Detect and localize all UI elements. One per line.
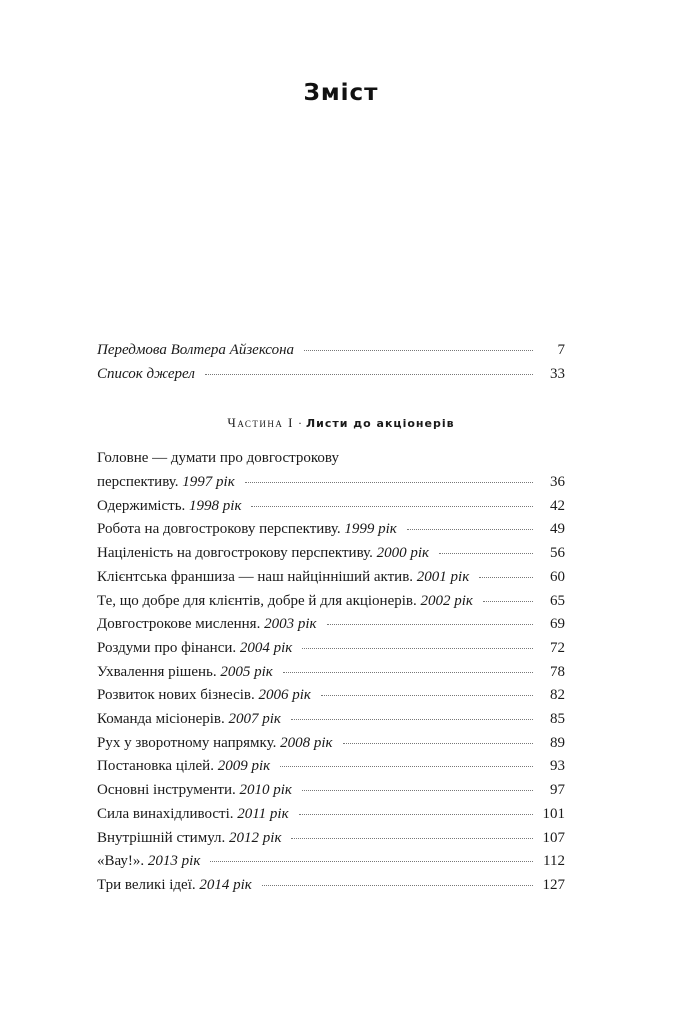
toc-entry-title-text: Три великі ідеї. — [97, 877, 196, 893]
toc-entry-year: 2010 рік — [239, 782, 292, 798]
toc-entry[interactable] — [97, 614, 565, 634]
toc-entry-page: 36 — [550, 474, 565, 490]
toc-entry-page: 56 — [550, 545, 565, 561]
dot-leader — [283, 672, 533, 673]
dot-leader — [291, 719, 533, 720]
toc-entry-year: 2013 рік — [147, 853, 201, 869]
page-title: Зміст — [303, 80, 379, 106]
toc-entry-sources[interactable] — [97, 364, 565, 384]
toc-entry-title — [97, 685, 311, 705]
toc-entry-title — [97, 591, 473, 611]
toc-entry-title — [97, 828, 281, 848]
toc-entry-page: 127 — [542, 877, 565, 893]
part-separator: · — [297, 416, 302, 430]
dot-leader — [343, 743, 533, 744]
toc-entry-title — [97, 472, 235, 492]
toc-entry-title-text: Внутрішній стимул. — [97, 830, 226, 846]
dot-leader — [302, 648, 533, 649]
toc-entry-year: 2006 рік — [258, 687, 311, 703]
toc-entry[interactable] — [97, 591, 565, 611]
toc-entry-title — [97, 662, 273, 682]
toc-entry-year: 2008 рік — [280, 735, 333, 751]
toc-entry-title-text: Роздуми про фінанси. — [97, 640, 237, 656]
dot-leader — [483, 601, 533, 602]
toc-entry-page: 93 — [550, 758, 565, 774]
toc-entry-page: 49 — [550, 521, 565, 537]
part-name: Листи до акціонерів — [305, 417, 455, 430]
dot-leader — [302, 790, 533, 791]
toc-entry-page: 42 — [550, 498, 565, 514]
toc-entry-year: 1997 рік — [182, 474, 235, 490]
toc-entry[interactable] — [97, 543, 565, 563]
toc-entry-title-text: Постановка цілей. — [97, 758, 214, 774]
toc-entry-title — [97, 709, 281, 729]
toc-entry[interactable] — [97, 685, 565, 705]
toc-entry-year: 2001 рік — [416, 569, 470, 585]
toc-entry[interactable] — [97, 756, 565, 776]
dot-leader — [479, 577, 533, 578]
toc-entry-year: 2003 рік — [264, 616, 317, 632]
toc-entry-line1: Головне — думати про довгострокову — [97, 450, 339, 466]
toc-entry-year: 2012 рік — [229, 830, 282, 846]
toc-entry-title: Передмова Волтера Айзексона — [97, 342, 295, 358]
toc-entry-year: 2011 рік — [237, 806, 289, 822]
toc-entry-title-text: Клієнтська франшиза — наш найцінніший актив. — [97, 569, 414, 585]
toc-entry-page: 101 — [542, 806, 565, 822]
dot-leader — [321, 695, 533, 696]
toc-entry-page: 107 — [542, 830, 565, 846]
toc-entry-title — [97, 875, 252, 895]
toc-entry[interactable] — [97, 875, 565, 895]
toc-entry[interactable] — [97, 733, 565, 753]
part-label: Частина I — [227, 415, 294, 430]
toc-entry-year: 1998 рік — [189, 498, 242, 514]
toc-entry-year: 2002 рік — [420, 593, 473, 609]
dot-leader — [304, 350, 533, 351]
toc-entry[interactable] — [97, 472, 565, 492]
toc-entry-year: 2000 рік — [376, 545, 430, 561]
toc-entry-year: 2009 рік — [217, 758, 271, 774]
toc-entry-year: 1999 рік — [344, 521, 397, 537]
toc-entry-page: 112 — [543, 853, 565, 869]
toc-entry[interactable] — [97, 638, 565, 658]
toc-entry-title-text: «Вау!». — [97, 853, 145, 869]
toc-entry[interactable] — [97, 851, 565, 871]
toc-entry-title-text: Ухвалення рішень. — [97, 664, 217, 680]
toc-entry[interactable] — [97, 804, 565, 824]
toc-entry-page: 7 — [557, 342, 565, 358]
toc-entry-title-text: Розвиток нових бізнесів. — [97, 687, 255, 703]
part-heading — [0, 414, 682, 433]
toc-entry-year: 2005 рік — [220, 664, 273, 680]
dot-leader — [205, 374, 533, 375]
toc-entry[interactable] — [97, 496, 565, 516]
toc-entry-page: 72 — [550, 640, 565, 656]
toc-entry-page: 60 — [550, 569, 565, 585]
toc-entry-title: Список джерел — [97, 366, 195, 382]
toc-entry-year: 2007 рік — [228, 711, 281, 727]
toc-entry-title-text: Націленість на довгострокову перспективу. — [97, 545, 373, 561]
toc-entry-year: 2014 рік — [199, 877, 252, 893]
dot-leader — [407, 529, 533, 530]
dot-leader — [245, 482, 533, 483]
toc-entry[interactable] — [97, 567, 565, 587]
toc-entry[interactable] — [97, 519, 565, 539]
toc-entry-page: 33 — [550, 366, 565, 382]
toc-entry-page: 65 — [550, 593, 565, 609]
toc-entry-title — [97, 733, 333, 753]
dot-leader — [291, 838, 533, 839]
dot-leader — [280, 766, 533, 767]
toc-entry-title-text: Довгострокове мислення. — [97, 616, 261, 632]
dot-leader — [439, 553, 533, 554]
toc-entry-title — [97, 543, 429, 563]
toc-entry-title-text: перспективу. — [97, 474, 179, 490]
toc-entry[interactable] — [97, 662, 565, 682]
toc-entry-title — [97, 519, 397, 539]
toc-entry-foreword[interactable] — [97, 340, 565, 360]
toc-entry-title-text: Рух у зворотному напрямку. — [97, 735, 277, 751]
toc-entry-page: 69 — [550, 616, 565, 632]
dot-leader — [262, 885, 533, 886]
toc-entry-title — [97, 638, 292, 658]
toc-entry[interactable] — [97, 709, 565, 729]
toc-entry-title-text: Робота на довгострокову перспективу. — [97, 521, 341, 537]
toc-entry-page: 85 — [550, 711, 565, 727]
toc-entry-title — [97, 851, 200, 871]
dot-leader — [251, 506, 533, 507]
toc-entry[interactable] — [97, 780, 565, 800]
toc-entry-year: 2004 рік — [239, 640, 293, 656]
toc-entry-page: 89 — [550, 735, 565, 751]
toc-entry-title — [97, 496, 241, 516]
dot-leader — [210, 861, 533, 862]
dot-leader — [299, 814, 533, 815]
toc-entry-title — [97, 804, 289, 824]
toc-entry-title-text: Сила винахідливості. — [97, 806, 234, 822]
toc-entry-page: 78 — [550, 664, 565, 680]
toc-entry-title-text: Те, що добре для клієнтів, добре й для акціонерів. — [97, 593, 417, 609]
toc-entry-page: 82 — [550, 687, 565, 703]
dot-leader — [327, 624, 533, 625]
toc-entry-title-text: Основні інструменти. — [97, 782, 236, 798]
toc-entry-title — [97, 780, 292, 800]
toc-entry-title-text: Команда місіонерів. — [97, 711, 225, 727]
toc-entry-title — [97, 567, 469, 587]
toc-entry-title — [97, 614, 317, 634]
toc-entry-title-text: Одержимість. — [97, 498, 186, 514]
toc-entry-page: 97 — [550, 782, 565, 798]
toc-entry[interactable] — [97, 828, 565, 848]
toc-entry-title — [97, 756, 270, 776]
